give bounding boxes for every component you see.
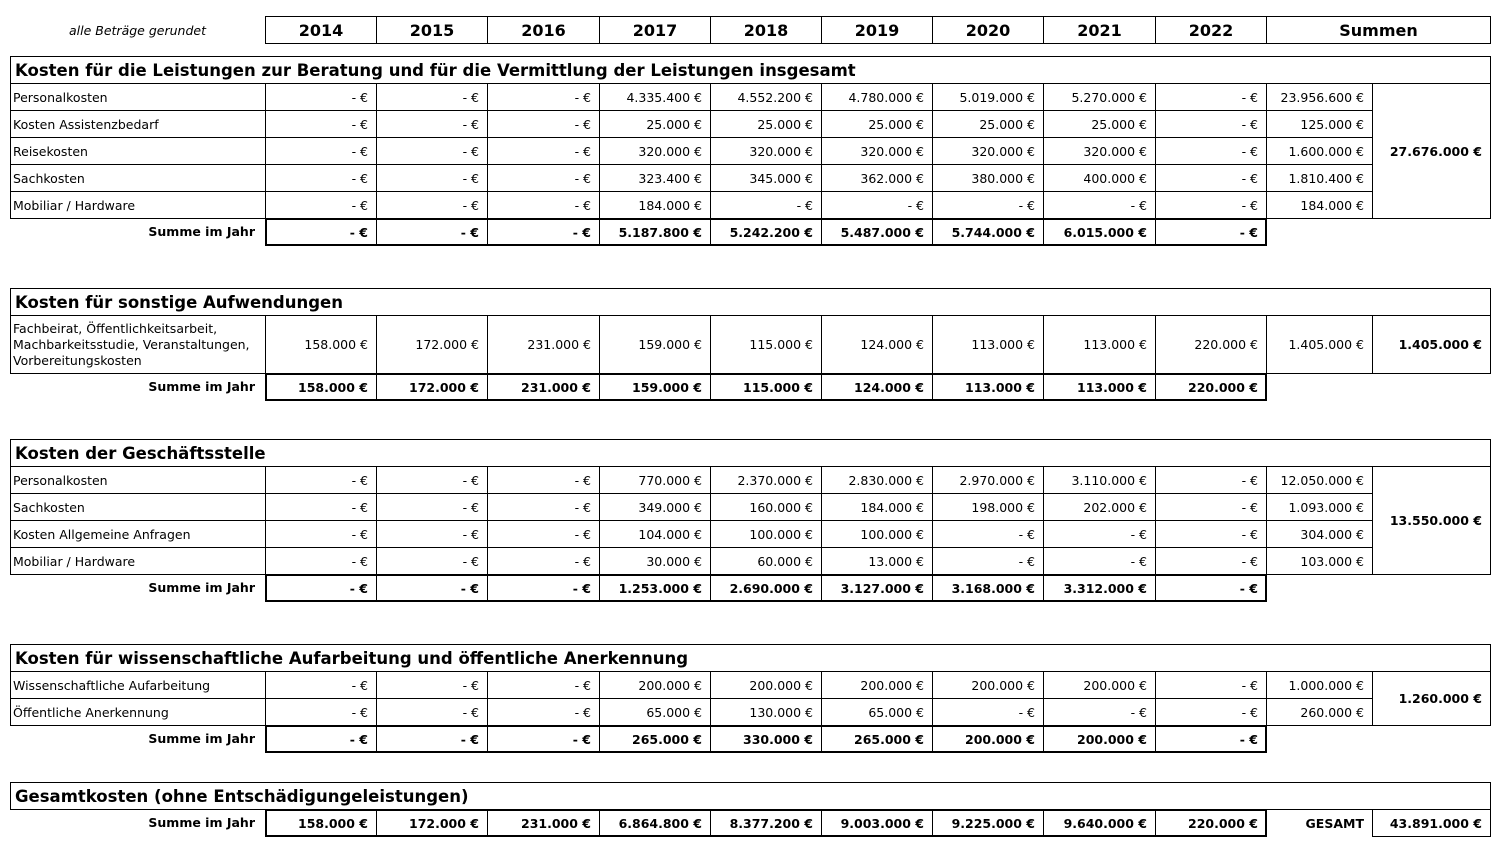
row-label: Sachkosten — [10, 164, 266, 192]
value-cell: 159.000 € — [599, 315, 711, 374]
value-cell: - € — [376, 137, 488, 165]
value-cell: - € — [376, 698, 488, 726]
value-cell: - € — [1155, 671, 1267, 699]
value-cell: - € — [487, 137, 600, 165]
value-cell: 115.000 € — [710, 315, 822, 374]
value-cell: - € — [1155, 547, 1267, 575]
value-cell: 2.970.000 € — [932, 466, 1044, 494]
year-total-cell: - € — [376, 574, 488, 602]
value-cell: - € — [376, 191, 488, 219]
year-total-cell: 3.168.000 € — [932, 574, 1044, 602]
value-cell: - € — [1043, 191, 1156, 219]
year-total-label: Summe im Jahr — [148, 224, 255, 239]
row-sum-cell: 12.050.000 € — [1266, 466, 1373, 494]
value-cell: - € — [1155, 83, 1267, 111]
year-total-cell: 200.000 € — [1043, 725, 1156, 753]
value-cell: 200.000 € — [599, 671, 711, 699]
value-cell: 100.000 € — [710, 520, 822, 548]
year-total-cell: 2.690.000 € — [710, 574, 822, 602]
row-label: Kosten Assistenzbedarf — [10, 110, 266, 138]
value-cell: 380.000 € — [932, 164, 1044, 192]
value-cell: - € — [376, 547, 488, 575]
value-cell: - € — [265, 671, 377, 699]
row-sum-cell: 260.000 € — [1266, 698, 1373, 726]
value-cell: 320.000 € — [932, 137, 1044, 165]
value-cell: - € — [265, 191, 377, 219]
year-total-cell: 265.000 € — [599, 725, 711, 753]
value-cell: 400.000 € — [1043, 164, 1156, 192]
year-header: 2019 — [821, 16, 933, 44]
value-cell: - € — [487, 110, 600, 138]
year-header: 2014 — [265, 16, 377, 44]
value-cell: 25.000 € — [1043, 110, 1156, 138]
value-cell: - € — [932, 698, 1044, 726]
value-cell: - € — [265, 83, 377, 111]
value-cell: - € — [932, 520, 1044, 548]
overall-total-cell: 9.003.000 € — [821, 809, 933, 837]
value-cell: 320.000 € — [599, 137, 711, 165]
overall-title: Gesamtkosten (ohne Entschädigungeleistungen) — [10, 782, 1491, 810]
value-cell: 770.000 € — [599, 466, 711, 494]
overall-total-cell: 172.000 € — [376, 809, 488, 837]
value-cell: - € — [376, 83, 488, 111]
overall-total-cell: 231.000 € — [487, 809, 600, 837]
row-label: Sachkosten — [10, 493, 266, 521]
section-grand-total: 27.676.000 € — [1372, 83, 1491, 219]
year-total-cell: - € — [1155, 574, 1267, 602]
value-cell: - € — [376, 110, 488, 138]
year-header: 2021 — [1043, 16, 1156, 44]
value-cell: - € — [1155, 164, 1267, 192]
year-total-cell: 159.000 € — [599, 373, 711, 401]
overall-total-cell: 9.225.000 € — [932, 809, 1044, 837]
value-cell: - € — [265, 110, 377, 138]
year-total-cell: - € — [487, 574, 600, 602]
value-cell: 3.110.000 € — [1043, 466, 1156, 494]
value-cell: 100.000 € — [821, 520, 933, 548]
value-cell: - € — [487, 547, 600, 575]
gesamt-value: 43.891.000 € — [1372, 809, 1491, 837]
year-total-outline — [265, 574, 1267, 602]
year-total-cell: - € — [376, 218, 488, 246]
value-cell: 362.000 € — [821, 164, 933, 192]
year-total-cell: 220.000 € — [1155, 373, 1267, 401]
value-cell: - € — [1155, 137, 1267, 165]
value-cell: 184.000 € — [599, 191, 711, 219]
overall-total-cell: 158.000 € — [265, 809, 377, 837]
year-total-cell: 158.000 € — [265, 373, 377, 401]
row-label: Fachbeirat, Öffentlichkeitsarbeit, Machbarkeitsstudie, Veranstaltungen, Vorbereitungskosten — [10, 315, 266, 374]
row-sum-cell: 1.405.000 € — [1266, 315, 1373, 374]
value-cell: 25.000 € — [932, 110, 1044, 138]
value-cell: - € — [1043, 547, 1156, 575]
row-sum-cell: 125.000 € — [1266, 110, 1373, 138]
row-sum-cell: 1.000.000 € — [1266, 671, 1373, 699]
value-cell: 104.000 € — [599, 520, 711, 548]
row-label: Wissenschaftliche Aufarbeitung — [10, 671, 266, 699]
year-total-outline — [265, 218, 1267, 246]
year-header: 2015 — [376, 16, 488, 44]
value-cell: 4.780.000 € — [821, 83, 933, 111]
value-cell: - € — [487, 493, 600, 521]
year-total-cell: 265.000 € — [821, 725, 933, 753]
value-cell: - € — [376, 671, 488, 699]
value-cell: - € — [376, 520, 488, 548]
year-total-cell: - € — [265, 725, 377, 753]
year-total-cell: 5.187.800 € — [599, 218, 711, 246]
value-cell: 172.000 € — [376, 315, 488, 374]
value-cell: 25.000 € — [599, 110, 711, 138]
row-sum-cell: 184.000 € — [1266, 191, 1373, 219]
value-cell: - € — [932, 191, 1044, 219]
value-cell: - € — [265, 466, 377, 494]
year-total-cell: 113.000 € — [1043, 373, 1156, 401]
year-total-cell: 3.127.000 € — [821, 574, 933, 602]
value-cell: - € — [265, 164, 377, 192]
value-cell: - € — [487, 164, 600, 192]
year-total-outline — [265, 725, 1267, 753]
year-total-label: Summe im Jahr — [148, 379, 255, 394]
year-total-label: Summe im Jahr — [148, 580, 255, 595]
year-total-cell: - € — [376, 725, 488, 753]
value-cell: 200.000 € — [932, 671, 1044, 699]
value-cell: 25.000 € — [821, 110, 933, 138]
value-cell: 349.000 € — [599, 493, 711, 521]
value-cell: - € — [1155, 110, 1267, 138]
value-cell: 198.000 € — [932, 493, 1044, 521]
value-cell: 202.000 € — [1043, 493, 1156, 521]
value-cell: - € — [1155, 493, 1267, 521]
gesamt-label: GESAMT — [1305, 815, 1364, 831]
value-cell: 320.000 € — [1043, 137, 1156, 165]
row-sum-cell: 23.956.600 € — [1266, 83, 1373, 111]
value-cell: - € — [265, 547, 377, 575]
year-total-cell: 5.744.000 € — [932, 218, 1044, 246]
value-cell: 200.000 € — [710, 671, 822, 699]
value-cell: 30.000 € — [599, 547, 711, 575]
year-total-cell: 113.000 € — [932, 373, 1044, 401]
overall-total-label: Summe im Jahr — [148, 815, 255, 830]
year-header: 2017 — [599, 16, 711, 44]
value-cell: - € — [1155, 520, 1267, 548]
value-cell: - € — [265, 137, 377, 165]
year-header: 2022 — [1155, 16, 1267, 44]
value-cell: - € — [932, 547, 1044, 575]
year-total-outline — [265, 373, 1267, 401]
year-total-cell: - € — [265, 574, 377, 602]
row-label: Öffentliche Anerkennung — [10, 698, 266, 726]
value-cell: - € — [1155, 191, 1267, 219]
value-cell: - € — [265, 493, 377, 521]
year-total-cell: 6.015.000 € — [1043, 218, 1156, 246]
row-label: Mobiliar / Hardware — [10, 547, 266, 575]
overall-total-cell: 220.000 € — [1155, 809, 1267, 837]
value-cell: 2.830.000 € — [821, 466, 933, 494]
row-sum-cell: 1.093.000 € — [1266, 493, 1373, 521]
value-cell: 13.000 € — [821, 547, 933, 575]
value-cell: 5.270.000 € — [1043, 83, 1156, 111]
value-cell: - € — [1043, 520, 1156, 548]
row-label: Kosten Allgemeine Anfragen — [10, 520, 266, 548]
value-cell: - € — [376, 493, 488, 521]
year-total-cell: 5.242.200 € — [710, 218, 822, 246]
value-cell: 124.000 € — [821, 315, 933, 374]
section-grand-total: 13.550.000 € — [1372, 466, 1491, 575]
amounts-note: alle Beträge gerundet — [69, 22, 206, 38]
value-cell: - € — [265, 520, 377, 548]
value-cell: - € — [821, 191, 933, 219]
row-sum-cell: 103.000 € — [1266, 547, 1373, 575]
value-cell: 5.019.000 € — [932, 83, 1044, 111]
year-total-label: Summe im Jahr — [148, 731, 255, 746]
value-cell: 345.000 € — [710, 164, 822, 192]
value-cell: 130.000 € — [710, 698, 822, 726]
year-header: 2018 — [710, 16, 822, 44]
value-cell: - € — [376, 164, 488, 192]
value-cell: - € — [487, 671, 600, 699]
value-cell: 220.000 € — [1155, 315, 1267, 374]
year-total-cell: 330.000 € — [710, 725, 822, 753]
row-label: Personalkosten — [10, 466, 266, 494]
section-title: Kosten für die Leistungen zur Beratung und für die Vermittlung der Leistungen insgesamt — [10, 56, 1491, 84]
overall-total-outline — [265, 809, 1267, 837]
row-sum-cell: 1.600.000 € — [1266, 137, 1373, 165]
value-cell: - € — [487, 520, 600, 548]
value-cell: 323.400 € — [599, 164, 711, 192]
value-cell: 4.552.200 € — [710, 83, 822, 111]
section-title: Kosten für wissenschaftliche Aufarbeitung und öffentliche Anerkennung — [10, 644, 1491, 672]
value-cell: - € — [487, 83, 600, 111]
section-grand-total: 1.405.000 € — [1372, 315, 1491, 374]
year-total-cell: - € — [1155, 725, 1267, 753]
year-header: 2020 — [932, 16, 1044, 44]
overall-total-cell: 6.864.800 € — [599, 809, 711, 837]
year-total-cell: 115.000 € — [710, 373, 822, 401]
year-total-cell: 3.312.000 € — [1043, 574, 1156, 602]
value-cell: 60.000 € — [710, 547, 822, 575]
year-total-cell: - € — [487, 725, 600, 753]
value-cell: 2.370.000 € — [710, 466, 822, 494]
value-cell: - € — [1155, 466, 1267, 494]
value-cell: - € — [487, 698, 600, 726]
value-cell: 320.000 € — [710, 137, 822, 165]
year-total-cell: 231.000 € — [487, 373, 600, 401]
value-cell: 184.000 € — [821, 493, 933, 521]
section-title: Kosten der Geschäftsstelle — [10, 439, 1491, 467]
row-label: Reisekosten — [10, 137, 266, 165]
year-header: 2016 — [487, 16, 600, 44]
value-cell: - € — [710, 191, 822, 219]
overall-total-cell: 9.640.000 € — [1043, 809, 1156, 837]
year-total-cell: 172.000 € — [376, 373, 488, 401]
value-cell: - € — [265, 698, 377, 726]
year-total-cell: 200.000 € — [932, 725, 1044, 753]
row-sum-cell: 304.000 € — [1266, 520, 1373, 548]
overall-total-cell: 8.377.200 € — [710, 809, 822, 837]
year-total-cell: - € — [487, 218, 600, 246]
value-cell: 160.000 € — [710, 493, 822, 521]
value-cell: 65.000 € — [821, 698, 933, 726]
value-cell: - € — [376, 466, 488, 494]
value-cell: 113.000 € — [1043, 315, 1156, 374]
section-title: Kosten für sonstige Aufwendungen — [10, 288, 1491, 316]
value-cell: - € — [487, 191, 600, 219]
year-total-cell: - € — [265, 218, 377, 246]
value-cell: 25.000 € — [710, 110, 822, 138]
value-cell: 200.000 € — [821, 671, 933, 699]
year-total-cell: 1.253.000 € — [599, 574, 711, 602]
row-label: Personalkosten — [10, 83, 266, 111]
year-total-cell: - € — [1155, 218, 1267, 246]
value-cell: 113.000 € — [932, 315, 1044, 374]
row-label: Mobiliar / Hardware — [10, 191, 266, 219]
section-grand-total: 1.260.000 € — [1372, 671, 1491, 726]
value-cell: 4.335.400 € — [599, 83, 711, 111]
row-sum-cell: 1.810.400 € — [1266, 164, 1373, 192]
year-total-cell: 5.487.000 € — [821, 218, 933, 246]
value-cell: - € — [1043, 698, 1156, 726]
value-cell: 158.000 € — [265, 315, 377, 374]
value-cell: 231.000 € — [487, 315, 600, 374]
value-cell: 65.000 € — [599, 698, 711, 726]
value-cell: - € — [1155, 698, 1267, 726]
value-cell: - € — [487, 466, 600, 494]
sums-header: Summen — [1266, 16, 1491, 44]
value-cell: 200.000 € — [1043, 671, 1156, 699]
year-total-cell: 124.000 € — [821, 373, 933, 401]
value-cell: 320.000 € — [821, 137, 933, 165]
